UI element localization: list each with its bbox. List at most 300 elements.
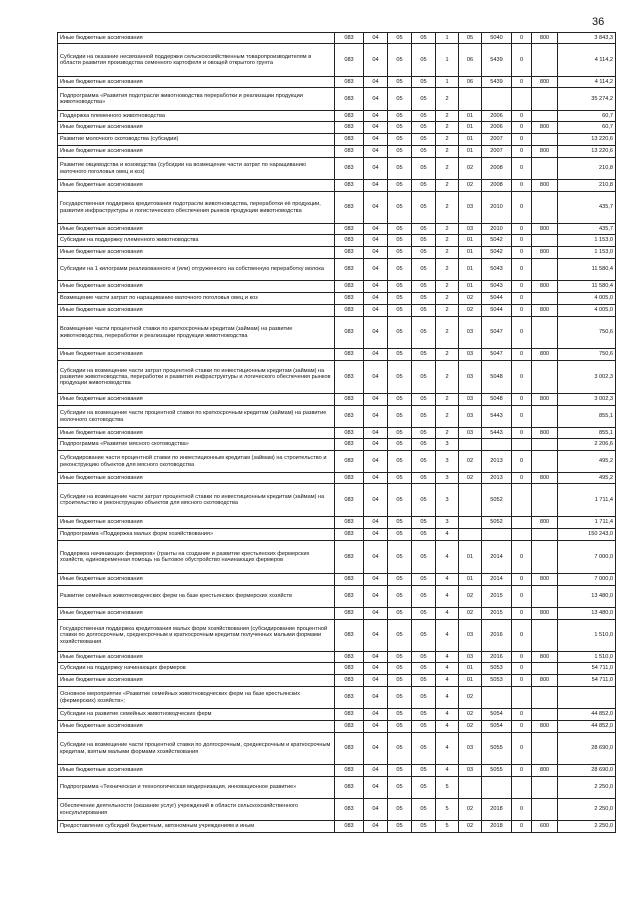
amount-cell: 1 153,0 bbox=[558, 235, 616, 247]
subprogram-code-cell: 1 bbox=[436, 44, 459, 77]
event-code-cell: 03 bbox=[459, 406, 482, 428]
direction-code-cell: 5044 bbox=[482, 293, 512, 305]
zero-code-cell: 0 bbox=[512, 608, 532, 620]
subprogram-code-cell: 2 bbox=[436, 146, 459, 158]
table-row bbox=[58, 224, 616, 235]
section-code-cell: 04 bbox=[364, 192, 388, 224]
ministry-code-cell: 083 bbox=[335, 77, 364, 88]
subprogram-code-cell: 4 bbox=[436, 721, 459, 733]
expense-type-cell: 800 bbox=[532, 608, 558, 620]
program-code-cell: 05 bbox=[412, 428, 436, 439]
expense-type-cell: 800 bbox=[532, 281, 558, 293]
ministry-code-cell: 083 bbox=[335, 451, 364, 473]
ministry-code-cell: 083 bbox=[335, 675, 364, 687]
direction-code-cell: 2010 bbox=[482, 192, 512, 224]
zero-code-cell: 0 bbox=[512, 574, 532, 586]
ministry-code-cell: 083 bbox=[335, 134, 364, 146]
amount-cell: 60,7 bbox=[558, 122, 616, 134]
expense-type-cell: 800 bbox=[532, 77, 558, 88]
expense-type-cell: 600 bbox=[532, 821, 558, 833]
subsection-code-cell: 05 bbox=[388, 88, 412, 111]
row-name-cell: Подпрограмма «Развитие мясного скотоводства» bbox=[58, 439, 335, 451]
section-code-cell: 04 bbox=[364, 777, 388, 799]
direction-code-cell: 2008 bbox=[482, 180, 512, 192]
zero-code-cell: 0 bbox=[512, 675, 532, 687]
program-code-cell: 05 bbox=[412, 44, 436, 77]
subsection-code-cell: 05 bbox=[388, 687, 412, 709]
row-name-cell: Иные бюджетные ассигнования bbox=[58, 122, 335, 134]
event-code-cell: 03 bbox=[459, 349, 482, 361]
row-name-cell: Субсидии на поддержку племенного животноводства bbox=[58, 235, 335, 247]
direction-code-cell: 2015 bbox=[482, 586, 512, 608]
program-code-cell: 05 bbox=[412, 675, 436, 687]
zero-code-cell: 0 bbox=[512, 111, 532, 122]
event-code-cell: 02 bbox=[459, 293, 482, 305]
program-code-cell: 05 bbox=[412, 192, 436, 224]
subprogram-code-cell: 2 bbox=[436, 88, 459, 111]
amount-cell: 13 220,6 bbox=[558, 134, 616, 146]
section-code-cell: 04 bbox=[364, 134, 388, 146]
ministry-code-cell: 083 bbox=[335, 821, 364, 833]
direction-code-cell bbox=[482, 88, 512, 111]
program-code-cell: 05 bbox=[412, 180, 436, 192]
row-name-cell: Развитие молочного скотоводства (субсидии) bbox=[58, 134, 335, 146]
subsection-code-cell: 05 bbox=[388, 620, 412, 652]
section-code-cell: 04 bbox=[364, 663, 388, 675]
row-name-cell: Государственная поддержка кредитования подотрасли животноводства, переработки её продукции, развития инфраструктуры и логистического обеспечения рынков продукции животноводства bbox=[58, 192, 335, 224]
direction-code-cell: 5439 bbox=[482, 77, 512, 88]
subprogram-code-cell: 4 bbox=[436, 733, 459, 765]
direction-code-cell: 2014 bbox=[482, 541, 512, 574]
row-name-cell: Субсидии на возмещение части затрат процентной ставки по инвестиционным кредитам (займам) на развитие животноводства, переработки и развития инфраструктуры и логического обеспечения рынков продукции животноводства bbox=[58, 361, 335, 394]
subprogram-code-cell: 2 bbox=[436, 281, 459, 293]
amount-cell: 2 250,0 bbox=[558, 821, 616, 833]
amount-cell bbox=[558, 687, 616, 709]
section-code-cell: 04 bbox=[364, 620, 388, 652]
zero-code-cell bbox=[512, 517, 532, 529]
section-code-cell: 04 bbox=[364, 293, 388, 305]
amount-cell: 2 206,6 bbox=[558, 439, 616, 451]
row-name-cell: Иные бюджетные ассигнования bbox=[58, 765, 335, 777]
table-row bbox=[58, 146, 616, 158]
ministry-code-cell: 083 bbox=[335, 428, 364, 439]
subsection-code-cell: 05 bbox=[388, 44, 412, 77]
event-code-cell: 02 bbox=[459, 709, 482, 721]
direction-code-cell: 5052 bbox=[482, 517, 512, 529]
program-code-cell: 05 bbox=[412, 134, 436, 146]
section-code-cell: 04 bbox=[364, 146, 388, 158]
subsection-code-cell: 05 bbox=[388, 484, 412, 517]
event-code-cell bbox=[459, 777, 482, 799]
section-code-cell: 04 bbox=[364, 709, 388, 721]
amount-cell: 435,7 bbox=[558, 192, 616, 224]
zero-code-cell: 0 bbox=[512, 77, 532, 88]
event-code-cell bbox=[459, 484, 482, 517]
direction-code-cell: 5047 bbox=[482, 317, 512, 349]
event-code-cell: 01 bbox=[459, 122, 482, 134]
subsection-code-cell: 05 bbox=[388, 675, 412, 687]
section-code-cell: 04 bbox=[364, 305, 388, 317]
event-code-cell bbox=[459, 439, 482, 451]
ministry-code-cell: 083 bbox=[335, 721, 364, 733]
amount-cell: 35 274,2 bbox=[558, 88, 616, 111]
row-name-cell: Иные бюджетные ассигнования bbox=[58, 281, 335, 293]
zero-code-cell: 0 bbox=[512, 122, 532, 134]
expense-type-cell: 800 bbox=[532, 721, 558, 733]
amount-cell: 44 852,0 bbox=[558, 709, 616, 721]
subsection-code-cell: 05 bbox=[388, 259, 412, 281]
subsection-code-cell: 05 bbox=[388, 146, 412, 158]
subprogram-code-cell: 2 bbox=[436, 428, 459, 439]
subsection-code-cell: 05 bbox=[388, 305, 412, 317]
table-row bbox=[58, 235, 616, 247]
subsection-code-cell: 05 bbox=[388, 33, 412, 44]
row-name-cell: Иные бюджетные ассигнования bbox=[58, 247, 335, 259]
section-code-cell: 04 bbox=[364, 235, 388, 247]
table-row bbox=[58, 517, 616, 529]
row-name-cell: Подпрограмма «Развития подотрасли животноводства переработки и реализации продукции животноводства» bbox=[58, 88, 335, 111]
subsection-code-cell: 05 bbox=[388, 721, 412, 733]
subprogram-code-cell: 4 bbox=[436, 663, 459, 675]
subprogram-code-cell: 4 bbox=[436, 608, 459, 620]
row-name-cell: Иные бюджетные ассигнования bbox=[58, 77, 335, 88]
subsection-code-cell: 05 bbox=[388, 111, 412, 122]
subsection-code-cell: 05 bbox=[388, 134, 412, 146]
subsection-code-cell: 05 bbox=[388, 281, 412, 293]
subsection-code-cell: 05 bbox=[388, 361, 412, 394]
subprogram-code-cell: 2 bbox=[436, 406, 459, 428]
subsection-code-cell: 05 bbox=[388, 192, 412, 224]
table-row bbox=[58, 451, 616, 473]
subprogram-code-cell: 2 bbox=[436, 259, 459, 281]
program-code-cell: 05 bbox=[412, 439, 436, 451]
amount-cell: 495,2 bbox=[558, 473, 616, 484]
subprogram-code-cell: 2 bbox=[436, 235, 459, 247]
event-code-cell bbox=[459, 517, 482, 529]
expense-type-cell bbox=[532, 44, 558, 77]
zero-code-cell: 0 bbox=[512, 134, 532, 146]
subsection-code-cell: 05 bbox=[388, 158, 412, 180]
direction-code-cell: 5040 bbox=[482, 33, 512, 44]
row-name-cell: Развитие овцеводства и козоводства (субсидии на возмещение части затрат по наращиванию маточного поголовья овец и коз) bbox=[58, 158, 335, 180]
table-row bbox=[58, 317, 616, 349]
subsection-code-cell: 05 bbox=[388, 529, 412, 541]
subprogram-code-cell: 2 bbox=[436, 349, 459, 361]
expense-type-cell: 800 bbox=[532, 765, 558, 777]
program-code-cell: 05 bbox=[412, 777, 436, 799]
subprogram-code-cell: 3 bbox=[436, 439, 459, 451]
table-row bbox=[58, 529, 616, 541]
amount-cell: 13 480,0 bbox=[558, 586, 616, 608]
expense-type-cell bbox=[532, 361, 558, 394]
ministry-code-cell: 083 bbox=[335, 33, 364, 44]
subprogram-code-cell: 1 bbox=[436, 33, 459, 44]
subsection-code-cell: 05 bbox=[388, 77, 412, 88]
row-name-cell: Субсидии на возмещение части затрат процентной ставки по инвестиционным кредитам (займам) на строительство и реконструкцию объектов для мясного скотоводства bbox=[58, 484, 335, 517]
event-code-cell: 02 bbox=[459, 608, 482, 620]
direction-code-cell: 5044 bbox=[482, 305, 512, 317]
row-name-cell: Иные бюджетные ассигнования bbox=[58, 608, 335, 620]
row-name-cell: Иные бюджетные ассигнования bbox=[58, 473, 335, 484]
amount-cell: 4 005,0 bbox=[558, 293, 616, 305]
ministry-code-cell: 083 bbox=[335, 349, 364, 361]
table-row bbox=[58, 484, 616, 517]
expense-type-cell bbox=[532, 111, 558, 122]
section-code-cell: 04 bbox=[364, 608, 388, 620]
ministry-code-cell: 083 bbox=[335, 111, 364, 122]
row-name-cell: Иные бюджетные ассигнования bbox=[58, 652, 335, 663]
section-code-cell: 04 bbox=[364, 44, 388, 77]
amount-cell: 1 711,4 bbox=[558, 517, 616, 529]
subprogram-code-cell: 2 bbox=[436, 134, 459, 146]
subsection-code-cell: 05 bbox=[388, 777, 412, 799]
zero-code-cell: 0 bbox=[512, 33, 532, 44]
expense-type-cell: 800 bbox=[532, 428, 558, 439]
ministry-code-cell: 083 bbox=[335, 439, 364, 451]
amount-cell: 7 000,0 bbox=[558, 541, 616, 574]
amount-cell: 2 250,0 bbox=[558, 777, 616, 799]
table-row bbox=[58, 180, 616, 192]
section-code-cell: 04 bbox=[364, 765, 388, 777]
amount-cell: 4 114,2 bbox=[558, 77, 616, 88]
subsection-code-cell: 05 bbox=[388, 541, 412, 574]
zero-code-cell: 0 bbox=[512, 765, 532, 777]
program-code-cell: 05 bbox=[412, 652, 436, 663]
subprogram-code-cell: 2 bbox=[436, 247, 459, 259]
subprogram-code-cell: 3 bbox=[436, 517, 459, 529]
subprogram-code-cell: 4 bbox=[436, 675, 459, 687]
table-row bbox=[58, 721, 616, 733]
zero-code-cell: 0 bbox=[512, 428, 532, 439]
row-name-cell: Возмещение части затрат по наращиванию маточного поголовья овец и коз bbox=[58, 293, 335, 305]
amount-cell: 2 250,0 bbox=[558, 799, 616, 821]
ministry-code-cell: 083 bbox=[335, 517, 364, 529]
row-name-cell: Иные бюджетные ассигнования bbox=[58, 180, 335, 192]
section-code-cell: 04 bbox=[364, 821, 388, 833]
program-code-cell: 05 bbox=[412, 259, 436, 281]
section-code-cell: 04 bbox=[364, 317, 388, 349]
program-code-cell: 05 bbox=[412, 608, 436, 620]
subsection-code-cell: 05 bbox=[388, 473, 412, 484]
event-code-cell: 01 bbox=[459, 259, 482, 281]
row-name-cell: Иные бюджетные ассигнования bbox=[58, 305, 335, 317]
row-name-cell: Субсидии на 1 килограмм реализованного и (или) отгруженного на собственную переработку молока bbox=[58, 259, 335, 281]
ministry-code-cell: 083 bbox=[335, 361, 364, 394]
subprogram-code-cell: 2 bbox=[436, 394, 459, 406]
table-row bbox=[58, 733, 616, 765]
table-row bbox=[58, 158, 616, 180]
expense-type-cell: 800 bbox=[532, 33, 558, 44]
zero-code-cell bbox=[512, 439, 532, 451]
subprogram-code-cell: 2 bbox=[436, 317, 459, 349]
direction-code-cell: 5055 bbox=[482, 733, 512, 765]
section-code-cell: 04 bbox=[364, 675, 388, 687]
ministry-code-cell: 083 bbox=[335, 473, 364, 484]
section-code-cell: 04 bbox=[364, 281, 388, 293]
zero-code-cell: 0 bbox=[512, 349, 532, 361]
event-code-cell: 01 bbox=[459, 247, 482, 259]
subsection-code-cell: 05 bbox=[388, 709, 412, 721]
subsection-code-cell: 05 bbox=[388, 394, 412, 406]
amount-cell: 210,8 bbox=[558, 180, 616, 192]
subprogram-code-cell: 2 bbox=[436, 224, 459, 235]
table-row bbox=[58, 620, 616, 652]
subprogram-code-cell: 2 bbox=[436, 111, 459, 122]
program-code-cell: 05 bbox=[412, 158, 436, 180]
amount-cell: 150 243,0 bbox=[558, 529, 616, 541]
direction-code-cell: 5043 bbox=[482, 259, 512, 281]
row-name-cell: Иные бюджетные ассигнования bbox=[58, 33, 335, 44]
ministry-code-cell: 083 bbox=[335, 293, 364, 305]
subprogram-code-cell: 4 bbox=[436, 541, 459, 574]
expense-type-cell bbox=[532, 687, 558, 709]
amount-cell: 1 510,0 bbox=[558, 652, 616, 663]
event-code-cell: 01 bbox=[459, 134, 482, 146]
table-row bbox=[58, 799, 616, 821]
table-row bbox=[58, 541, 616, 574]
section-code-cell: 04 bbox=[364, 721, 388, 733]
event-code-cell: 06 bbox=[459, 44, 482, 77]
zero-code-cell: 0 bbox=[512, 473, 532, 484]
budget-table bbox=[57, 32, 616, 833]
expense-type-cell: 800 bbox=[532, 652, 558, 663]
event-code-cell: 03 bbox=[459, 394, 482, 406]
amount-cell: 54 711,0 bbox=[558, 675, 616, 687]
event-code-cell: 01 bbox=[459, 574, 482, 586]
row-name-cell: Субсидии на поддержку начинающих фермеров bbox=[58, 663, 335, 675]
subprogram-code-cell: 4 bbox=[436, 652, 459, 663]
event-code-cell: 03 bbox=[459, 733, 482, 765]
row-name-cell: Иные бюджетные ассигнования bbox=[58, 146, 335, 158]
amount-cell: 3 002,3 bbox=[558, 394, 616, 406]
direction-code-cell: 5443 bbox=[482, 428, 512, 439]
row-name-cell: Поддержка начинающих фермеров» (гранты на создание и развитие крестьянских фермерских хозяйств, единовременная помощь на бытовое обустройство начинающих фермеров bbox=[58, 541, 335, 574]
ministry-code-cell: 083 bbox=[335, 394, 364, 406]
ministry-code-cell: 083 bbox=[335, 281, 364, 293]
ministry-code-cell: 083 bbox=[335, 574, 364, 586]
program-code-cell: 05 bbox=[412, 33, 436, 44]
program-code-cell: 05 bbox=[412, 88, 436, 111]
section-code-cell: 04 bbox=[364, 799, 388, 821]
expense-type-cell bbox=[532, 799, 558, 821]
table-row bbox=[58, 439, 616, 451]
subprogram-code-cell: 2 bbox=[436, 361, 459, 394]
zero-code-cell: 0 bbox=[512, 317, 532, 349]
table-row bbox=[58, 259, 616, 281]
section-code-cell: 04 bbox=[364, 541, 388, 574]
direction-code-cell: 5053 bbox=[482, 675, 512, 687]
zero-code-cell bbox=[512, 777, 532, 799]
amount-cell: 60,7 bbox=[558, 111, 616, 122]
program-code-cell: 05 bbox=[412, 574, 436, 586]
subsection-code-cell: 05 bbox=[388, 349, 412, 361]
subsection-code-cell: 05 bbox=[388, 586, 412, 608]
amount-cell: 435,7 bbox=[558, 224, 616, 235]
direction-code-cell: 2015 bbox=[482, 608, 512, 620]
zero-code-cell: 0 bbox=[512, 158, 532, 180]
subsection-code-cell: 05 bbox=[388, 663, 412, 675]
section-code-cell: 04 bbox=[364, 158, 388, 180]
section-code-cell: 04 bbox=[364, 687, 388, 709]
section-code-cell: 04 bbox=[364, 111, 388, 122]
direction-code-cell: 5443 bbox=[482, 406, 512, 428]
event-code-cell: 02 bbox=[459, 586, 482, 608]
table-row bbox=[58, 428, 616, 439]
table-row bbox=[58, 33, 616, 44]
ministry-code-cell: 083 bbox=[335, 224, 364, 235]
zero-code-cell: 0 bbox=[512, 799, 532, 821]
program-code-cell: 05 bbox=[412, 709, 436, 721]
section-code-cell: 04 bbox=[364, 406, 388, 428]
table-row bbox=[58, 111, 616, 122]
program-code-cell: 05 bbox=[412, 799, 436, 821]
subsection-code-cell: 05 bbox=[388, 235, 412, 247]
row-name-cell: Иные бюджетные ассигнования bbox=[58, 349, 335, 361]
table-row bbox=[58, 663, 616, 675]
section-code-cell: 04 bbox=[364, 180, 388, 192]
event-code-cell: 02 bbox=[459, 451, 482, 473]
program-code-cell: 05 bbox=[412, 484, 436, 517]
amount-cell: 855,1 bbox=[558, 428, 616, 439]
zero-code-cell bbox=[512, 687, 532, 709]
section-code-cell: 04 bbox=[364, 517, 388, 529]
direction-code-cell: 2010 bbox=[482, 224, 512, 235]
ministry-code-cell: 083 bbox=[335, 733, 364, 765]
expense-type-cell bbox=[532, 259, 558, 281]
direction-code-cell: 5042 bbox=[482, 247, 512, 259]
table-row bbox=[58, 709, 616, 721]
ministry-code-cell: 083 bbox=[335, 586, 364, 608]
expense-type-cell bbox=[532, 663, 558, 675]
section-code-cell: 04 bbox=[364, 733, 388, 765]
subprogram-code-cell: 4 bbox=[436, 687, 459, 709]
subsection-code-cell: 05 bbox=[388, 733, 412, 765]
direction-code-cell: 2007 bbox=[482, 146, 512, 158]
program-code-cell: 05 bbox=[412, 586, 436, 608]
direction-code-cell bbox=[482, 777, 512, 799]
ministry-code-cell: 083 bbox=[335, 317, 364, 349]
table-row bbox=[58, 821, 616, 833]
expense-type-cell bbox=[532, 158, 558, 180]
program-code-cell: 05 bbox=[412, 451, 436, 473]
table-row bbox=[58, 765, 616, 777]
direction-code-cell: 2006 bbox=[482, 122, 512, 134]
ministry-code-cell: 083 bbox=[335, 146, 364, 158]
direction-code-cell: 5439 bbox=[482, 44, 512, 77]
ministry-code-cell: 083 bbox=[335, 663, 364, 675]
program-code-cell: 05 bbox=[412, 541, 436, 574]
subprogram-code-cell: 2 bbox=[436, 180, 459, 192]
zero-code-cell: 0 bbox=[512, 146, 532, 158]
section-code-cell: 04 bbox=[364, 224, 388, 235]
zero-code-cell: 0 bbox=[512, 451, 532, 473]
program-code-cell: 05 bbox=[412, 406, 436, 428]
expense-type-cell bbox=[532, 733, 558, 765]
subprogram-code-cell: 5 bbox=[436, 799, 459, 821]
row-name-cell: Субсидии на возмещение части процентной ставки по краткосрочным кредитам (займам) на развитие молочного скотоводства bbox=[58, 406, 335, 428]
zero-code-cell: 0 bbox=[512, 821, 532, 833]
program-code-cell: 05 bbox=[412, 247, 436, 259]
subsection-code-cell: 05 bbox=[388, 451, 412, 473]
expense-type-cell: 800 bbox=[532, 473, 558, 484]
ministry-code-cell: 083 bbox=[335, 406, 364, 428]
program-code-cell: 05 bbox=[412, 235, 436, 247]
subprogram-code-cell: 3 bbox=[436, 473, 459, 484]
event-code-cell: 01 bbox=[459, 146, 482, 158]
subprogram-code-cell: 2 bbox=[436, 305, 459, 317]
section-code-cell: 04 bbox=[364, 122, 388, 134]
table-row bbox=[58, 675, 616, 687]
